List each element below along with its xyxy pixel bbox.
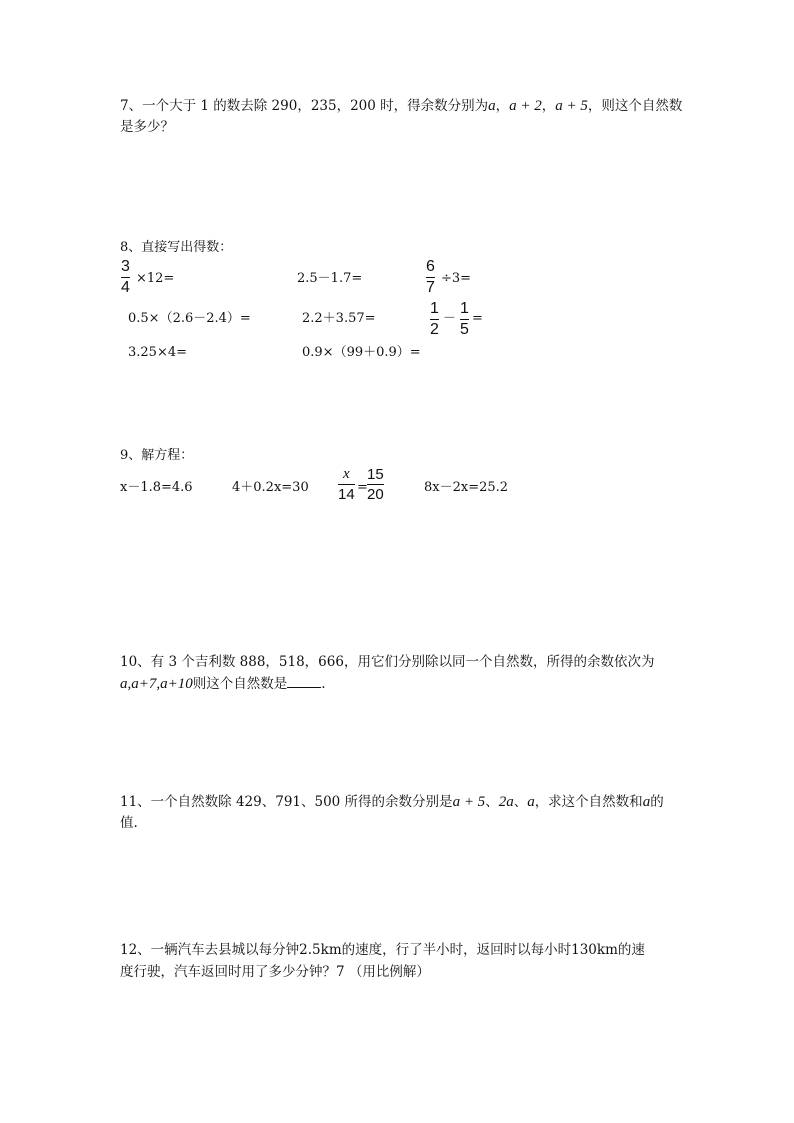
fraction-denominator: 2: [430, 321, 439, 338]
question-11-line-2: 值.: [120, 815, 138, 831]
q8-expr-6-op: －: [443, 311, 457, 326]
q11-var-a: a: [642, 794, 651, 810]
q8-expr-7: 3.25×4=: [128, 345, 188, 360]
question-9-title: 9、解方程：: [120, 448, 194, 463]
question-8-title: 8、直接写出得数：: [120, 240, 233, 255]
q11-expr-a-plus-5: a + 5: [452, 794, 486, 810]
question-7-line-1: [120, 96, 682, 117]
q8-fraction-3-4: [121, 258, 130, 297]
fraction-denominator: 4: [121, 279, 130, 296]
q8-fraction-1-5: [460, 300, 469, 339]
fraction-numerator: 3: [121, 258, 130, 275]
q9-fraction-x-14: [338, 466, 355, 503]
q11-expr-a: a: [527, 794, 535, 810]
fraction-denominator: 14: [338, 486, 355, 503]
question-12-line-2: 度行驶，汽车返回时用了多少分钟？7 （用比例解）: [120, 964, 430, 980]
q8-expr-1-rest: ×12=: [136, 271, 175, 286]
q8-expr-4: 0.5×（2.6－2.4）=: [128, 311, 251, 326]
question-10-line-1: 10、有 3 个吉利数 888，518，666，用它们分别除以同一个自然数，所得的余数依次为: [120, 654, 655, 670]
fraction-denominator: 7: [426, 279, 435, 296]
fraction-bar: [338, 484, 355, 485]
q8-expr-6-rest: =: [472, 311, 483, 326]
q9-equation-1: x－1.8=4.6: [120, 480, 193, 495]
question-7-line-2: 是多少？: [120, 119, 174, 135]
q9-fraction-15-20: [367, 466, 384, 503]
fraction-numerator: 6: [426, 258, 435, 275]
q11-text-post: 的: [650, 794, 664, 810]
q11-sep1: 、: [485, 794, 499, 810]
question-12-line-1: 12、一辆汽车去县城以每分钟2.5km的速度，行了半小时，返回时以每小时130km的速: [120, 942, 645, 958]
q9-equation-2: 4＋0.2x=30: [232, 480, 309, 495]
q8-expr-3-rest: ÷3=: [441, 271, 472, 286]
question-11-line-1: [120, 792, 664, 813]
fraction-bar: [460, 319, 469, 320]
fraction-bar: [426, 277, 435, 278]
q11-text: 11、一个自然数除 429、791、500 所得的余数分别是: [120, 794, 453, 810]
q11-expr-2a: 2a: [498, 794, 514, 810]
q7-expr-a-plus-2: a + 2: [509, 98, 542, 114]
fraction-denominator: 20: [367, 486, 384, 503]
q7-var-a: a: [488, 98, 496, 114]
q7-text-post: ，则这个自然数: [587, 98, 683, 114]
q7-text: 7、一个大于 1 的数去除 290，235，200 时，得余数分别为: [120, 98, 489, 114]
q7-expr-a-plus-5: a + 5: [555, 98, 588, 114]
fraction-denominator: 5: [460, 321, 469, 338]
q10-text: 则这个自然数是: [192, 676, 288, 692]
fraction-numerator: 1: [430, 300, 439, 317]
q7-sep1: ，: [495, 98, 510, 114]
fraction-numerator: x: [343, 466, 350, 482]
question-10-line-2: [120, 673, 326, 695]
fraction-bar: [367, 484, 384, 485]
q8-expr-5: 2.2＋3.57=: [302, 311, 376, 326]
q10-end: .: [321, 676, 326, 692]
q11-sep2: 、: [513, 794, 528, 810]
answer-blank[interactable]: [287, 673, 321, 688]
q9-equation-3-equals: =: [357, 480, 368, 495]
fraction-bar: [121, 277, 130, 278]
q7-sep2: ，: [541, 98, 556, 114]
q11-text-mid: ，求这个自然数和: [534, 794, 643, 810]
q10-expressions: a,a+7,a+10: [120, 676, 193, 692]
fraction-bar: [430, 319, 439, 320]
fraction-numerator: 1: [460, 300, 469, 317]
fraction-numerator: 15: [367, 466, 384, 483]
q8-expr-8: 0.9×（99＋0.9）=: [302, 345, 421, 360]
q8-fraction-6-7: [426, 258, 435, 297]
q9-equation-4: 8x－2x=25.2: [424, 480, 509, 495]
q8-fraction-1-2: [430, 300, 439, 339]
q8-expr-2: 2.5－1.7=: [297, 271, 363, 286]
